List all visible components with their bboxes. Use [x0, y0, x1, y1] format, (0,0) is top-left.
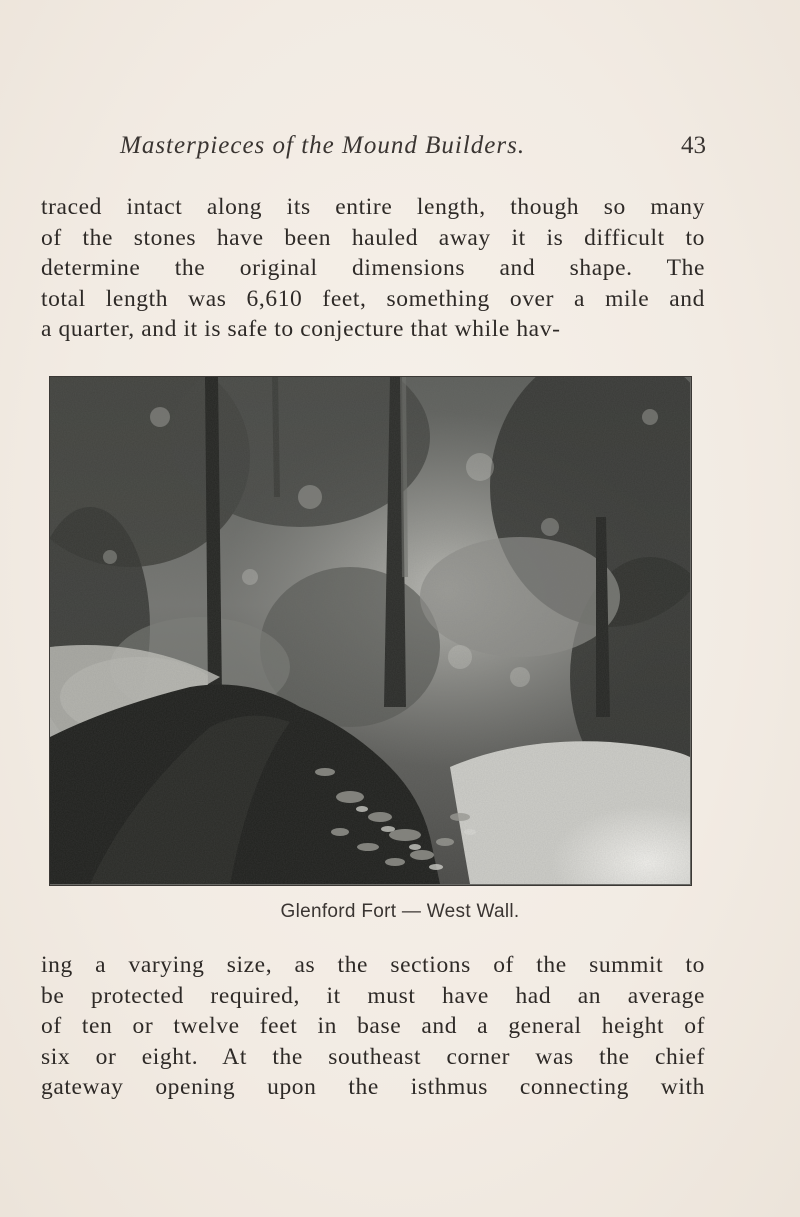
text-line: ing a varying size, as the sections of the summit to	[41, 952, 705, 978]
text-line: determine the original dimensions and shape. The	[41, 255, 705, 281]
photograph-forest-wall	[49, 376, 692, 886]
text-line: total length was 6,610 feet, something over a mile and	[41, 285, 705, 312]
text-line: six or eight. At the southeast corner was the chief	[41, 1043, 705, 1070]
running-head	[120, 132, 706, 164]
paragraph-bottom	[41, 950, 705, 1103]
paragraph-top	[41, 192, 705, 345]
running-title: Masterpieces of the Mound Builders.	[120, 132, 526, 159]
text-line: a quarter, and it is safe to conjecture that while hav-	[41, 316, 561, 342]
figure-caption: Glenford Fort — West Wall.	[280, 901, 520, 922]
text-line: traced intact along its entire length, though so many	[41, 194, 705, 220]
text-line: of ten or twelve feet in base and a general height of	[41, 1013, 705, 1039]
text-line: be protected required, it must have had an average	[41, 982, 705, 1009]
text-line: gateway opening upon the isthmus connecting with	[41, 1074, 705, 1100]
text-line: of the stones have been hauled away it is difficult to	[41, 224, 705, 251]
page-number: 43	[681, 132, 706, 159]
